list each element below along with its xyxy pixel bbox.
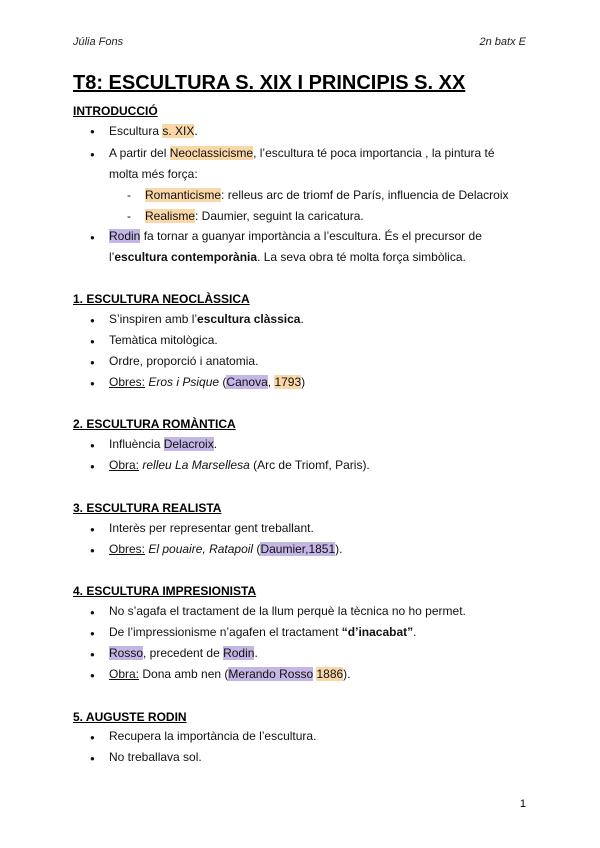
- real-item-interes: Interès per representar gent treballant.: [109, 521, 314, 535]
- rom-item-obra: Obra: relleu La Marsellesa (Arc de Triomf, Paris).: [109, 458, 370, 472]
- bullet-icon: [90, 627, 95, 641]
- header-course: 2n batx E: [479, 36, 526, 48]
- neo-item-ordre: Ordre, proporció i anatomia.: [109, 354, 259, 368]
- bullet-icon: [90, 335, 95, 349]
- highlight: Romanticisme: [145, 188, 222, 202]
- real-item-obres: Obres: El pouaire, Ratapoil (Daumier,1851).: [109, 542, 343, 556]
- imp-item-rosso: Rosso, precedent de Rodin.: [109, 646, 258, 660]
- highlight: s. XIX: [162, 124, 195, 138]
- highlight: Delacroix: [163, 437, 214, 451]
- highlight: Canova: [226, 375, 268, 389]
- page-number: 1: [519, 798, 526, 810]
- section-heading-impresionista: 4. ESCULTURA IMPRESIONISTA: [73, 584, 257, 598]
- neo-item-inspiren: S’inspiren amb l’escultura clàssica.: [109, 312, 304, 326]
- bullet-icon: [90, 648, 95, 662]
- intro-subitem-romanticisme: Romanticisme: relleus arc de triomf de París, influencia de Delacroix: [145, 188, 509, 202]
- bullet-icon: [90, 231, 95, 245]
- imp-item-obra: Obra: Dona amb nen (Merando Rosso 1886).: [109, 667, 351, 681]
- bullet-icon: [90, 731, 95, 745]
- dash-icon: [127, 209, 131, 223]
- highlight: Rodin: [223, 646, 255, 660]
- intro-item-neoclassicisme-cont: molta més força:: [109, 167, 198, 181]
- bullet-icon: [90, 460, 95, 474]
- intro-item-rodin: Rodin fa tornar a guanyar importància a l’escultura. És el precursor de: [109, 229, 482, 243]
- highlight: Rosso: [109, 646, 144, 660]
- section-heading-intro: INTRODUCCIÓ: [73, 104, 158, 118]
- highlight: 1793: [274, 375, 302, 389]
- bullet-icon: [90, 752, 95, 766]
- bullet-icon: [90, 377, 95, 391]
- header-author: Júlia Fons: [73, 36, 124, 48]
- highlight: Realisme: [145, 209, 196, 223]
- bullet-icon: [90, 148, 95, 162]
- bullet-icon: [90, 314, 95, 328]
- highlight: Merando Rosso: [228, 667, 314, 681]
- bullet-icon: [90, 544, 95, 558]
- highlight: 1886: [316, 667, 344, 681]
- bullet-icon: [90, 125, 95, 139]
- neo-item-tematica: Temàtica mitològica.: [109, 333, 218, 347]
- bullet-icon: [90, 606, 95, 620]
- bullet-icon: [90, 356, 95, 370]
- section-heading-rodin: 5. AUGUSTE RODIN: [73, 710, 187, 724]
- section-heading-romantica: 2. ESCULTURA ROMÀNTICA: [73, 417, 236, 431]
- highlight: Daumier,1851: [260, 542, 336, 556]
- intro-subitem-realisme: Realisme: Daumier, seguint la caricatura.: [145, 209, 364, 223]
- intro-item-neoclassicisme: A partir del Neoclassicisme, l’escultura té poca importancia , la pintura té: [109, 146, 495, 160]
- highlight: Rodin: [109, 229, 141, 243]
- page-title: T8: ESCULTURA S. XIX I PRINCIPIS S. XX: [73, 72, 466, 94]
- rom-item-influencia: Influència Delacroix.: [109, 437, 218, 451]
- bullet-icon: [90, 669, 95, 683]
- section-heading-neoclassica: 1. ESCULTURA NEOCLÀSSICA: [73, 292, 250, 306]
- dash-icon: [127, 188, 131, 202]
- section-heading-realista: 3. ESCULTURA REALISTA: [73, 501, 222, 515]
- imp-item-inacabat: De l’impressionisme n’agafen el tractament “d’inacabat”.: [109, 625, 417, 639]
- neo-item-obres: Obres: Eros i Psique (Canova, 1793): [109, 375, 306, 389]
- rodin-item-sol: No treballava sol.: [109, 750, 202, 764]
- intro-item-escultura: Escultura s. XIX.: [109, 124, 198, 138]
- intro-item-rodin-cont: l’escultura contemporània. La seva obra té molta força simbòlica.: [109, 250, 466, 264]
- rodin-item-recupera: Recupera la importància de l’escultura.: [109, 729, 317, 743]
- bullet-icon: [90, 523, 95, 537]
- imp-item-llum: No s’agafa el tractament de la llum perquè la tècnica no ho permet.: [109, 604, 466, 618]
- highlight: Neoclassicisme: [169, 146, 254, 160]
- bullet-icon: [90, 439, 95, 453]
